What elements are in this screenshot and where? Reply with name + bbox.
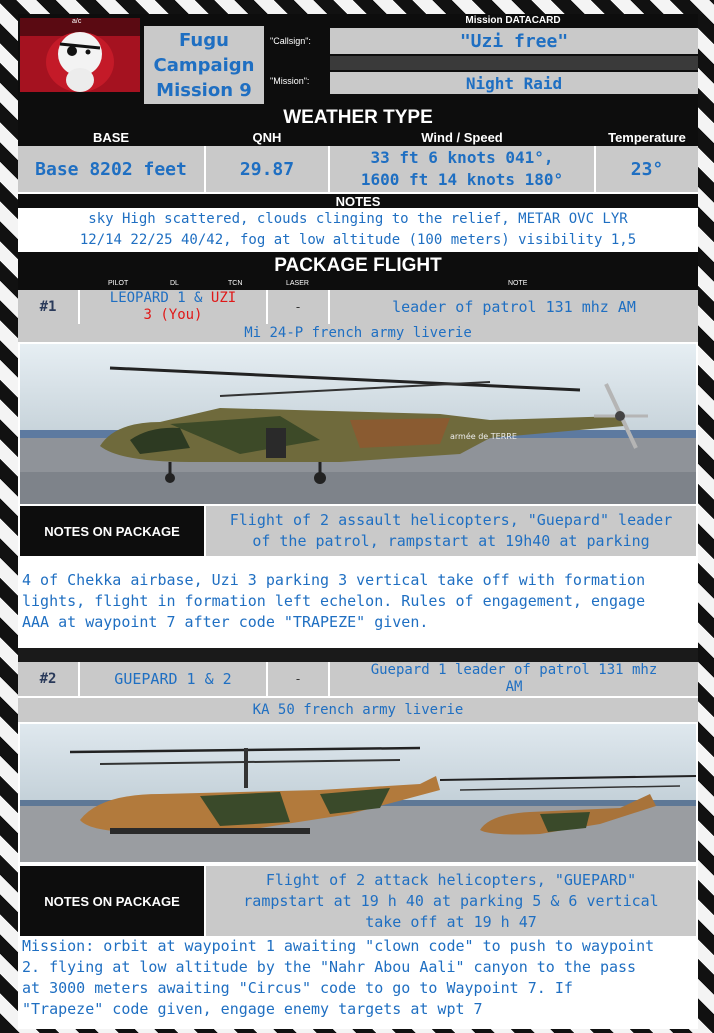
flight-separator xyxy=(18,648,698,662)
campaign-box xyxy=(144,26,264,104)
flight1-pilot-cell xyxy=(80,290,266,324)
wind-cell xyxy=(330,146,594,192)
flight1-note: leader of patrol 131 mhz AM xyxy=(392,298,636,316)
package-col-laser: LASER xyxy=(286,280,309,287)
flight2-notes-line-2: rampstart at 19 h 40 at parking 5 & 6 vertical xyxy=(243,891,659,910)
weather-notes-label: NOTES xyxy=(335,193,381,209)
flight2-para-line-2: 2. flying at low altitude by the "Nahr Abou Aali" canyon to the pass xyxy=(22,958,637,976)
ka50-helicopters-picture xyxy=(20,724,696,862)
flight1-notes-cell xyxy=(206,506,696,556)
flight1-pilot-line-1 xyxy=(110,290,236,307)
flight1-pilot-uzi: UZI xyxy=(210,290,237,306)
mission-datacard xyxy=(18,14,698,1029)
flight2-notes-line-3: take off at 19 h 47 xyxy=(365,912,537,931)
package-col-tcn: TCN xyxy=(228,280,243,287)
flight1-para-line-3: AAA at waypoint 7 after code "TRAPEZE" given. xyxy=(22,613,429,631)
header-spacer xyxy=(330,56,698,70)
qnh-cell xyxy=(206,146,328,192)
callsign-field xyxy=(330,28,698,54)
flight1-para-line-2: lights, flight in formation left echelon. Rules of engagement, engage xyxy=(22,592,646,610)
flight1-notes-line-1: Flight of 2 assault helicopters, "Guepard" leader xyxy=(229,511,673,529)
mi24-fuselage-text: armée de TERRE xyxy=(450,432,517,441)
weather-notes-line-2: 12/14 22/25 40/42, fog at low altitude (100 meters) visibility 1,5 xyxy=(79,232,637,248)
package-col-note: NOTE xyxy=(508,280,528,287)
mission-value: Night Raid xyxy=(465,73,563,93)
package-title: PACKAGE FLIGHT xyxy=(274,255,442,276)
flight1-notes-line-2: of the patrol, rampstart at 19h40 at parking xyxy=(252,532,650,550)
mi24-image xyxy=(20,344,696,504)
flight1-aircraft-bar xyxy=(18,324,698,342)
avatar-caption: a/c xyxy=(72,18,82,25)
weather-notes-line-1: sky High scattered, clouds clinging to the relief, METAR OVC LYR xyxy=(88,211,628,227)
flight2-paragraph xyxy=(22,936,698,1020)
flight1-paragraph xyxy=(22,570,698,633)
flight2-laser: - xyxy=(295,672,301,686)
wind-line-1: 33 ft 6 knots 041°, xyxy=(370,148,554,167)
flight2-notes-label: NOTES ON PACKAGE xyxy=(44,893,180,909)
flight2-para-line-3: at 3000 meters awaiting "Circus" code to go to Waypoint 7. If xyxy=(22,979,573,997)
mission-label: "Mission": xyxy=(270,76,310,86)
flight1-pilot-text: LEOPARD 1 & xyxy=(109,290,211,306)
flight2-note-line-2: AM xyxy=(505,679,523,695)
flight2-notes-cell xyxy=(206,866,696,936)
flight2-para-line-1: Mission: orbit at waypoint 1 awaiting "clown code" to push to waypoint xyxy=(22,937,655,955)
campaign-line-2: Campaign xyxy=(153,54,255,76)
flight1-laser: - xyxy=(295,300,301,314)
mi24-helicopter-picture xyxy=(20,344,696,504)
flight2-notes-label-cell xyxy=(20,866,204,936)
callsign-label: "Callsign": xyxy=(270,36,311,46)
flight2-note-cell xyxy=(330,662,698,696)
flight2-note-line-1: Guepard 1 leader of patrol 131 mhz xyxy=(370,662,658,678)
weather-col-qnh: QNH xyxy=(252,129,282,145)
flight1-pilot-line-2: 3 (You) xyxy=(143,307,203,323)
campaign-line-3: Mission 9 xyxy=(156,79,252,101)
temp-cell xyxy=(596,146,698,192)
flight2-pilot-cell xyxy=(80,662,266,696)
flight1-notes-label: NOTES ON PACKAGE xyxy=(44,523,180,539)
flight1-notes-label-cell xyxy=(20,506,204,556)
flight1-laser-cell xyxy=(268,290,328,324)
qnh-value: 29.87 xyxy=(239,158,295,180)
flight2-aircraft-bar xyxy=(18,698,698,722)
flight1-para-line-1: 4 of Chekka airbase, Uzi 3 parking 3 vertical take off with formation xyxy=(22,571,646,589)
flight2-notes-line-1: Flight of 2 attack helicopters, "GUEPARD" xyxy=(265,870,637,889)
flight2-laser-cell xyxy=(268,662,328,696)
weather-notes-header xyxy=(18,194,698,208)
flight2-aircraft: KA 50 french army liverie xyxy=(252,702,464,718)
flight1-aircraft: Mi 24-P french army liverie xyxy=(244,325,472,341)
flight2-pilot: GUEPARD 1 & 2 xyxy=(114,670,232,688)
base-cell xyxy=(18,146,204,192)
weather-col-base: BASE xyxy=(92,129,130,145)
weather-title: WEATHER TYPE xyxy=(283,107,433,128)
package-col-dl: DL xyxy=(170,280,179,287)
flight1-number: #1 xyxy=(39,299,57,315)
ka50-image xyxy=(20,724,696,862)
avatar-image xyxy=(20,18,140,92)
flight2-number-cell xyxy=(18,662,78,696)
flight1-number-cell xyxy=(18,290,78,324)
wind-line-2: 1600 ft 14 knots 180° xyxy=(360,170,564,189)
base-value: Base 8202 feet xyxy=(35,158,187,180)
flight2-number: #2 xyxy=(39,671,57,687)
mission-datacard-title: Mission DATACARD xyxy=(465,14,561,26)
weather-notes xyxy=(18,208,698,252)
temp-value: 23° xyxy=(630,158,664,180)
weather-col-wind: Wind / Speed xyxy=(421,129,503,145)
campaign-line-1: Fugu xyxy=(179,29,229,51)
weather-col-temp: Temperature xyxy=(608,129,686,145)
flight2-para-line-4: "Trapeze" code given, engage enemy targets at wpt 7 xyxy=(22,1000,483,1018)
callsign-value: "Uzi free" xyxy=(459,30,569,52)
mission-field xyxy=(330,72,698,94)
package-col-pilot: PILOT xyxy=(108,280,129,287)
avatar xyxy=(20,18,140,92)
flight1-note-cell xyxy=(330,290,698,324)
